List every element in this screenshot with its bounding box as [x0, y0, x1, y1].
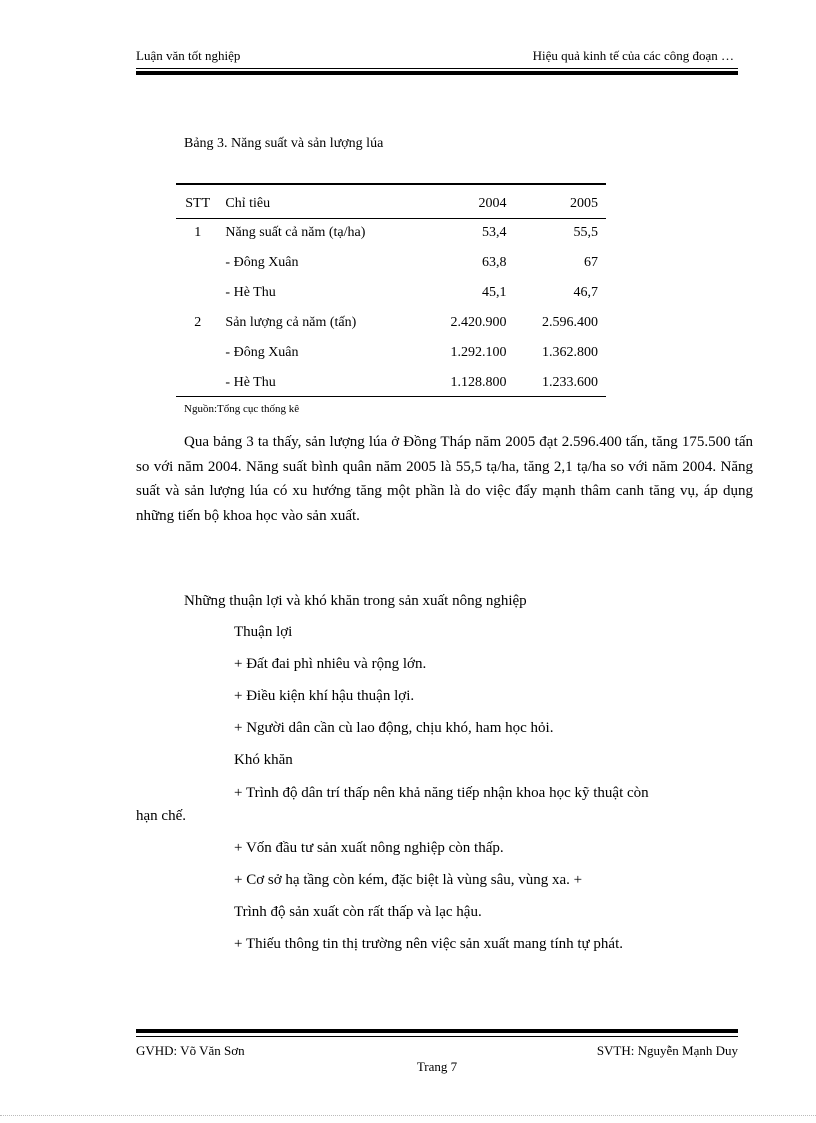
col-header-2005: 2005	[570, 196, 598, 211]
yield-table	[176, 190, 606, 398]
cell-indicator: - Hè Thu	[225, 375, 276, 390]
cell-2004: 53,4	[481, 225, 507, 240]
table-header-row	[176, 190, 606, 218]
cell-indicator: - Đông Xuân	[225, 345, 299, 360]
col-header-2004: 2004	[478, 196, 507, 211]
cell-stt: 1	[194, 225, 202, 240]
cell-indicator: Sản lượng cả năm (tấn)	[225, 315, 357, 330]
advantage-item: + Điều kiện khí hậu thuận lợi.	[234, 688, 415, 704]
advantage-item: + Người dân cần cù lao động, chịu khó, ham học hỏi.	[234, 720, 554, 736]
cell-2005: 46,7	[573, 285, 598, 300]
cell-2004: 1.292.100	[450, 345, 507, 360]
cell-2004: 1.128.800	[450, 375, 507, 390]
difficulty-item-continuation: hạn chế.	[136, 808, 186, 824]
footer-divider	[136, 1036, 738, 1037]
cell-2005: 1.362.800	[542, 345, 598, 360]
table-row	[176, 218, 606, 248]
difficulty-item: + Thiếu thông tin thị trường nên việc sản xuất mang tính tự phát.	[234, 936, 623, 952]
table-row	[176, 338, 606, 368]
advantages-label: Thuận lợi	[234, 624, 293, 640]
cell-2004: 45,1	[481, 285, 507, 300]
table-row	[176, 248, 606, 278]
footer-supervisor: GVHD: Võ Văn Sơn	[136, 1043, 245, 1058]
cell-stt	[176, 368, 219, 398]
cell-2005: 67	[584, 255, 598, 270]
cell-indicator: Năng suất cả năm (tạ/ha)	[225, 225, 366, 240]
header-left: Luận văn tốt nghiệp	[136, 48, 241, 63]
cell-2005: 1.233.600	[542, 375, 598, 390]
cell-2005: 55,5	[573, 225, 598, 240]
difficulty-item: + Vốn đầu tư sản xuất nông nghiệp còn thấp.	[234, 840, 504, 856]
footer-student: SVTH: Nguyễn Mạnh Duy	[596, 1043, 738, 1058]
table-row	[176, 308, 606, 338]
cell-stt	[176, 248, 219, 278]
table-row	[176, 368, 606, 398]
cell-indicator: - Đông Xuân	[225, 255, 299, 270]
body-paragraph: Qua bảng 3 ta thấy, sản lượng lúa ở Đồng Tháp năm 2005 đạt 2.596.400 tấn, tăng 175.500 tấn so với năm 2004. Năng suất bình quân năm 2005 là 55,5 tạ/ha, tăng 2,1 tạ/ha so với năm 2004. Năng suất và sản lượng lúa có xu hướng tăng một phần là do việc đẩy mạnh thâm canh tăng vụ, áp dụng những tiến bộ khoa học vào sản xuất.	[136, 434, 753, 524]
header-divider-thick	[136, 71, 738, 75]
page-number: Trang 7	[416, 1059, 458, 1074]
page-break-line	[0, 1115, 816, 1116]
table-top-rule	[176, 183, 606, 185]
cell-stt	[176, 278, 219, 308]
cell-stt: 2	[194, 315, 202, 330]
header-right: Hiệu quả kinh tế của các công đoạn …	[532, 48, 734, 63]
difficulty-item: + Cơ sở hạ tầng còn kém, đặc biệt là vùng sâu, vùng xa. +	[234, 872, 583, 888]
col-header-stt: STT	[185, 196, 211, 211]
footer-divider-thick	[136, 1029, 738, 1033]
advantage-item: + Đất đai phì nhiêu và rộng lớn.	[234, 656, 427, 672]
cell-2004: 63,8	[481, 255, 507, 270]
cell-indicator: - Hè Thu	[225, 285, 276, 300]
difficulty-item: Trình độ sản xuất còn rất thấp và lạc hậu.	[234, 904, 482, 920]
section-title: Những thuận lợi và khó khăn trong sản xuất nông nghiệp	[184, 593, 527, 609]
cell-stt	[176, 338, 219, 368]
difficulties-label: Khó khăn	[234, 752, 293, 768]
col-header-indicator: Chỉ tiêu	[225, 196, 271, 211]
table-caption: Bảng 3. Năng suất và sản lượng lúa	[184, 136, 384, 151]
table-row	[176, 278, 606, 308]
difficulty-item: + Trình độ dân trí thấp nên khả năng tiếp nhận khoa học kỹ thuật còn	[234, 785, 649, 801]
cell-2005: 2.596.400	[542, 315, 598, 330]
header-divider	[136, 68, 738, 69]
cell-2004: 2.420.900	[450, 315, 507, 330]
table-source: Nguồn:Tổng cục thống kê	[184, 403, 300, 415]
